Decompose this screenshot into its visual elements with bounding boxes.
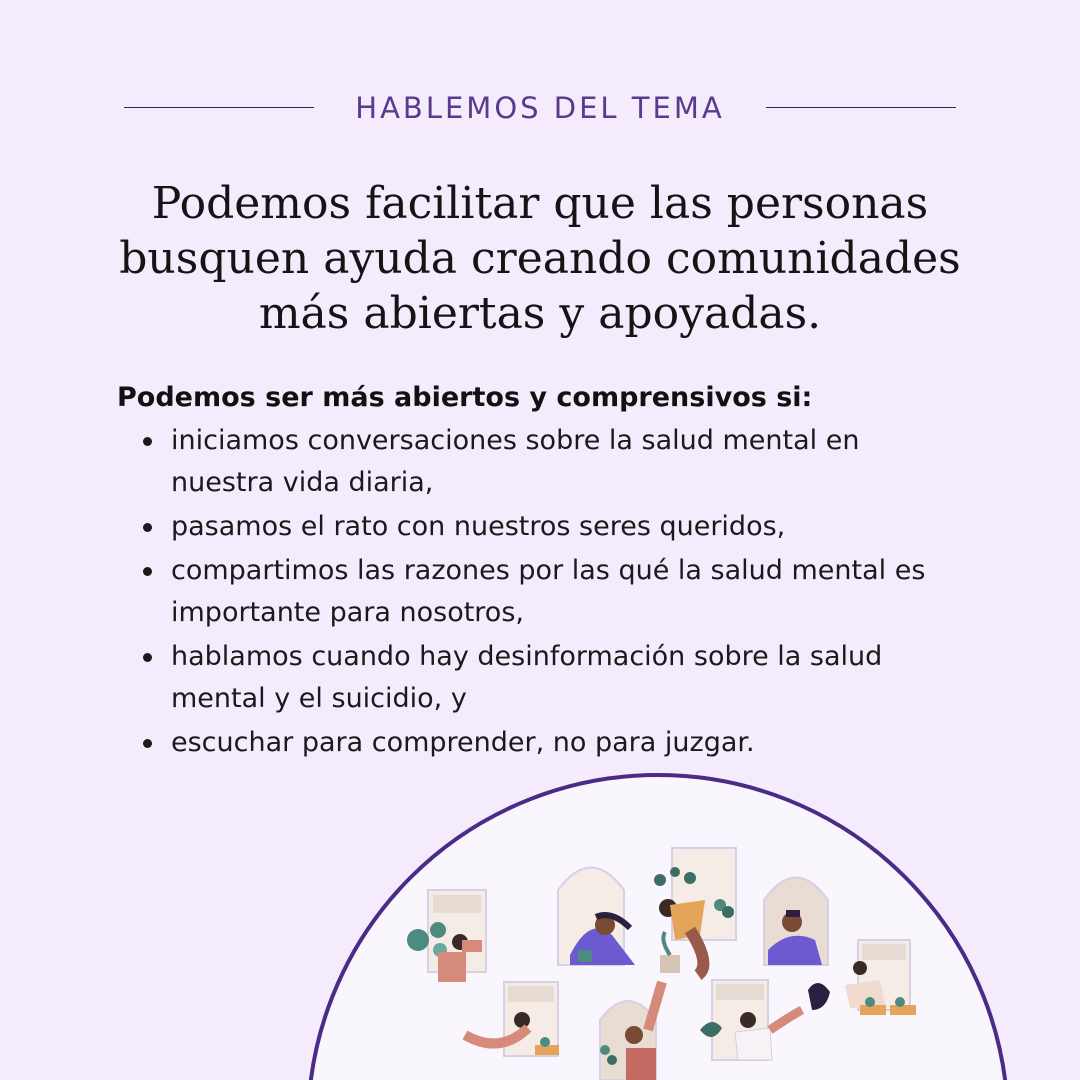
- list-item-text: escuchar para comprender, no para juzgar.: [171, 727, 755, 758]
- bullet-dot-icon: [143, 567, 152, 576]
- bullet-dot-icon: [143, 739, 152, 748]
- bullet-dot-icon: [143, 523, 152, 532]
- bullet-list: [117, 420, 957, 766]
- headline: Podemos facilitar que las personas busquen ayuda creando comunidades más abiertas y apoyadas.: [119, 178, 961, 339]
- list-item-text: pasamos el rato con nuestros seres queridos,: [171, 511, 786, 542]
- list-item: [117, 636, 941, 720]
- list-item-text: compartimos las razones por las qué la salud mental es importante para nosotros,: [171, 555, 926, 628]
- window-thinker-icon: [764, 878, 828, 966]
- list-item: [117, 420, 941, 504]
- eyebrow-label: HABLEMOS DEL TEMA: [355, 91, 725, 125]
- list-item-text: hablamos cuando hay desinformación sobre la salud mental y el suicidio, y: [171, 641, 883, 714]
- bullet-dot-icon: [143, 437, 152, 446]
- section-eyebrow: [0, 88, 1080, 128]
- lead-text: Podemos ser más abiertos y comprensivos si:: [117, 382, 813, 413]
- eyebrow-rule-right: [766, 107, 956, 108]
- list-item: [117, 506, 941, 548]
- eyebrow-rule-left: [124, 107, 314, 108]
- list-item: [117, 550, 941, 634]
- list-item-text: iniciamos conversaciones sobre la salud mental en nuestra vida diaria,: [171, 425, 860, 498]
- bullet-dot-icon: [143, 653, 152, 662]
- list-item: [117, 722, 941, 764]
- community-illustration: [0, 760, 1080, 1080]
- illustration-circle: [308, 775, 1008, 1080]
